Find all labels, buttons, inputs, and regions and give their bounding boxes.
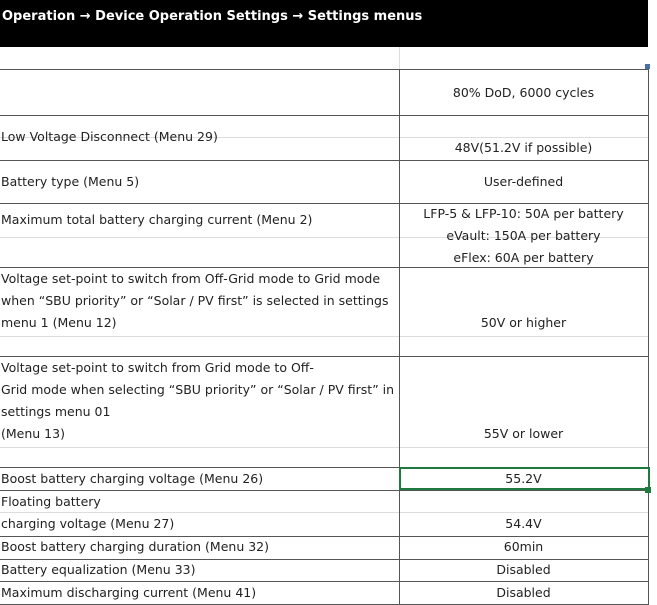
resize-handle[interactable] (645, 64, 650, 69)
cell-label[interactable]: Battery equalization (Menu 33) (1, 562, 196, 577)
cell-label[interactable]: Grid mode when selecting “SBU priority” or “Solar / PV first” in (1, 382, 395, 397)
cell-label[interactable]: settings menu 01 (1, 404, 111, 419)
grid-line (0, 160, 649, 161)
cell-value[interactable]: Disabled (496, 562, 551, 577)
cell-value[interactable]: 55V or lower (483, 426, 564, 441)
cell-value[interactable]: 54.4V (505, 516, 542, 531)
cell-label[interactable]: (Menu 13) (1, 426, 65, 441)
cell-value[interactable]: 60min (503, 539, 544, 554)
cell-label[interactable]: menu 1 (Menu 12) (1, 315, 117, 330)
cell-value[interactable]: Disabled (496, 585, 551, 600)
grid-line (0, 447, 649, 448)
cell-label[interactable]: Low Voltage Disconnect (Menu 29) (1, 129, 218, 144)
section-header (0, 0, 648, 47)
cell-label[interactable]: Voltage set-point to switch from Off-Grid mode to Grid mode (1, 271, 381, 286)
grid-line (0, 336, 649, 337)
grid-line (0, 69, 649, 70)
grid-line (399, 47, 400, 69)
cell-label[interactable]: Boost battery charging duration (Menu 32) (1, 539, 269, 554)
cell-value[interactable]: 55.2V (505, 471, 542, 486)
header-title: Operation → Device Operation Settings → Settings menus (2, 9, 423, 24)
cell-label[interactable]: Boost battery charging voltage (Menu 26) (1, 471, 264, 486)
cell-value[interactable]: User-defined (483, 174, 564, 189)
cell-value[interactable]: 50V or higher (480, 315, 567, 330)
grid-line (648, 69, 649, 605)
cell-value[interactable]: eFlex: 60A per battery (453, 250, 594, 265)
cell-label[interactable]: charging voltage (Menu 27) (1, 516, 175, 531)
active-cell-selection (399, 467, 650, 490)
cell-label[interactable]: Maximum total battery charging current (Menu 2) (1, 212, 313, 227)
cell-value[interactable]: 48V(51.2V if possible) (454, 140, 593, 155)
cell-label[interactable]: Voltage set-point to switch from Grid mode to Off- (1, 360, 314, 375)
cell-label[interactable]: Battery type (Menu 5) (1, 174, 140, 189)
grid-line (0, 115, 649, 116)
cell-label[interactable]: when “SBU priority” or “Solar / PV first” is selected in settings (1, 293, 389, 308)
fill-handle[interactable] (645, 487, 651, 493)
cell-value[interactable]: LFP-5 & LFP-10: 50A per battery (423, 206, 624, 221)
cell-value[interactable]: eVault: 150A per battery (446, 228, 601, 243)
cell-label[interactable]: Floating battery (1, 494, 101, 509)
cell-value[interactable]: 80% DoD, 6000 cycles (452, 85, 595, 100)
cell-label[interactable]: Maximum discharging current (Menu 41) (1, 585, 257, 600)
